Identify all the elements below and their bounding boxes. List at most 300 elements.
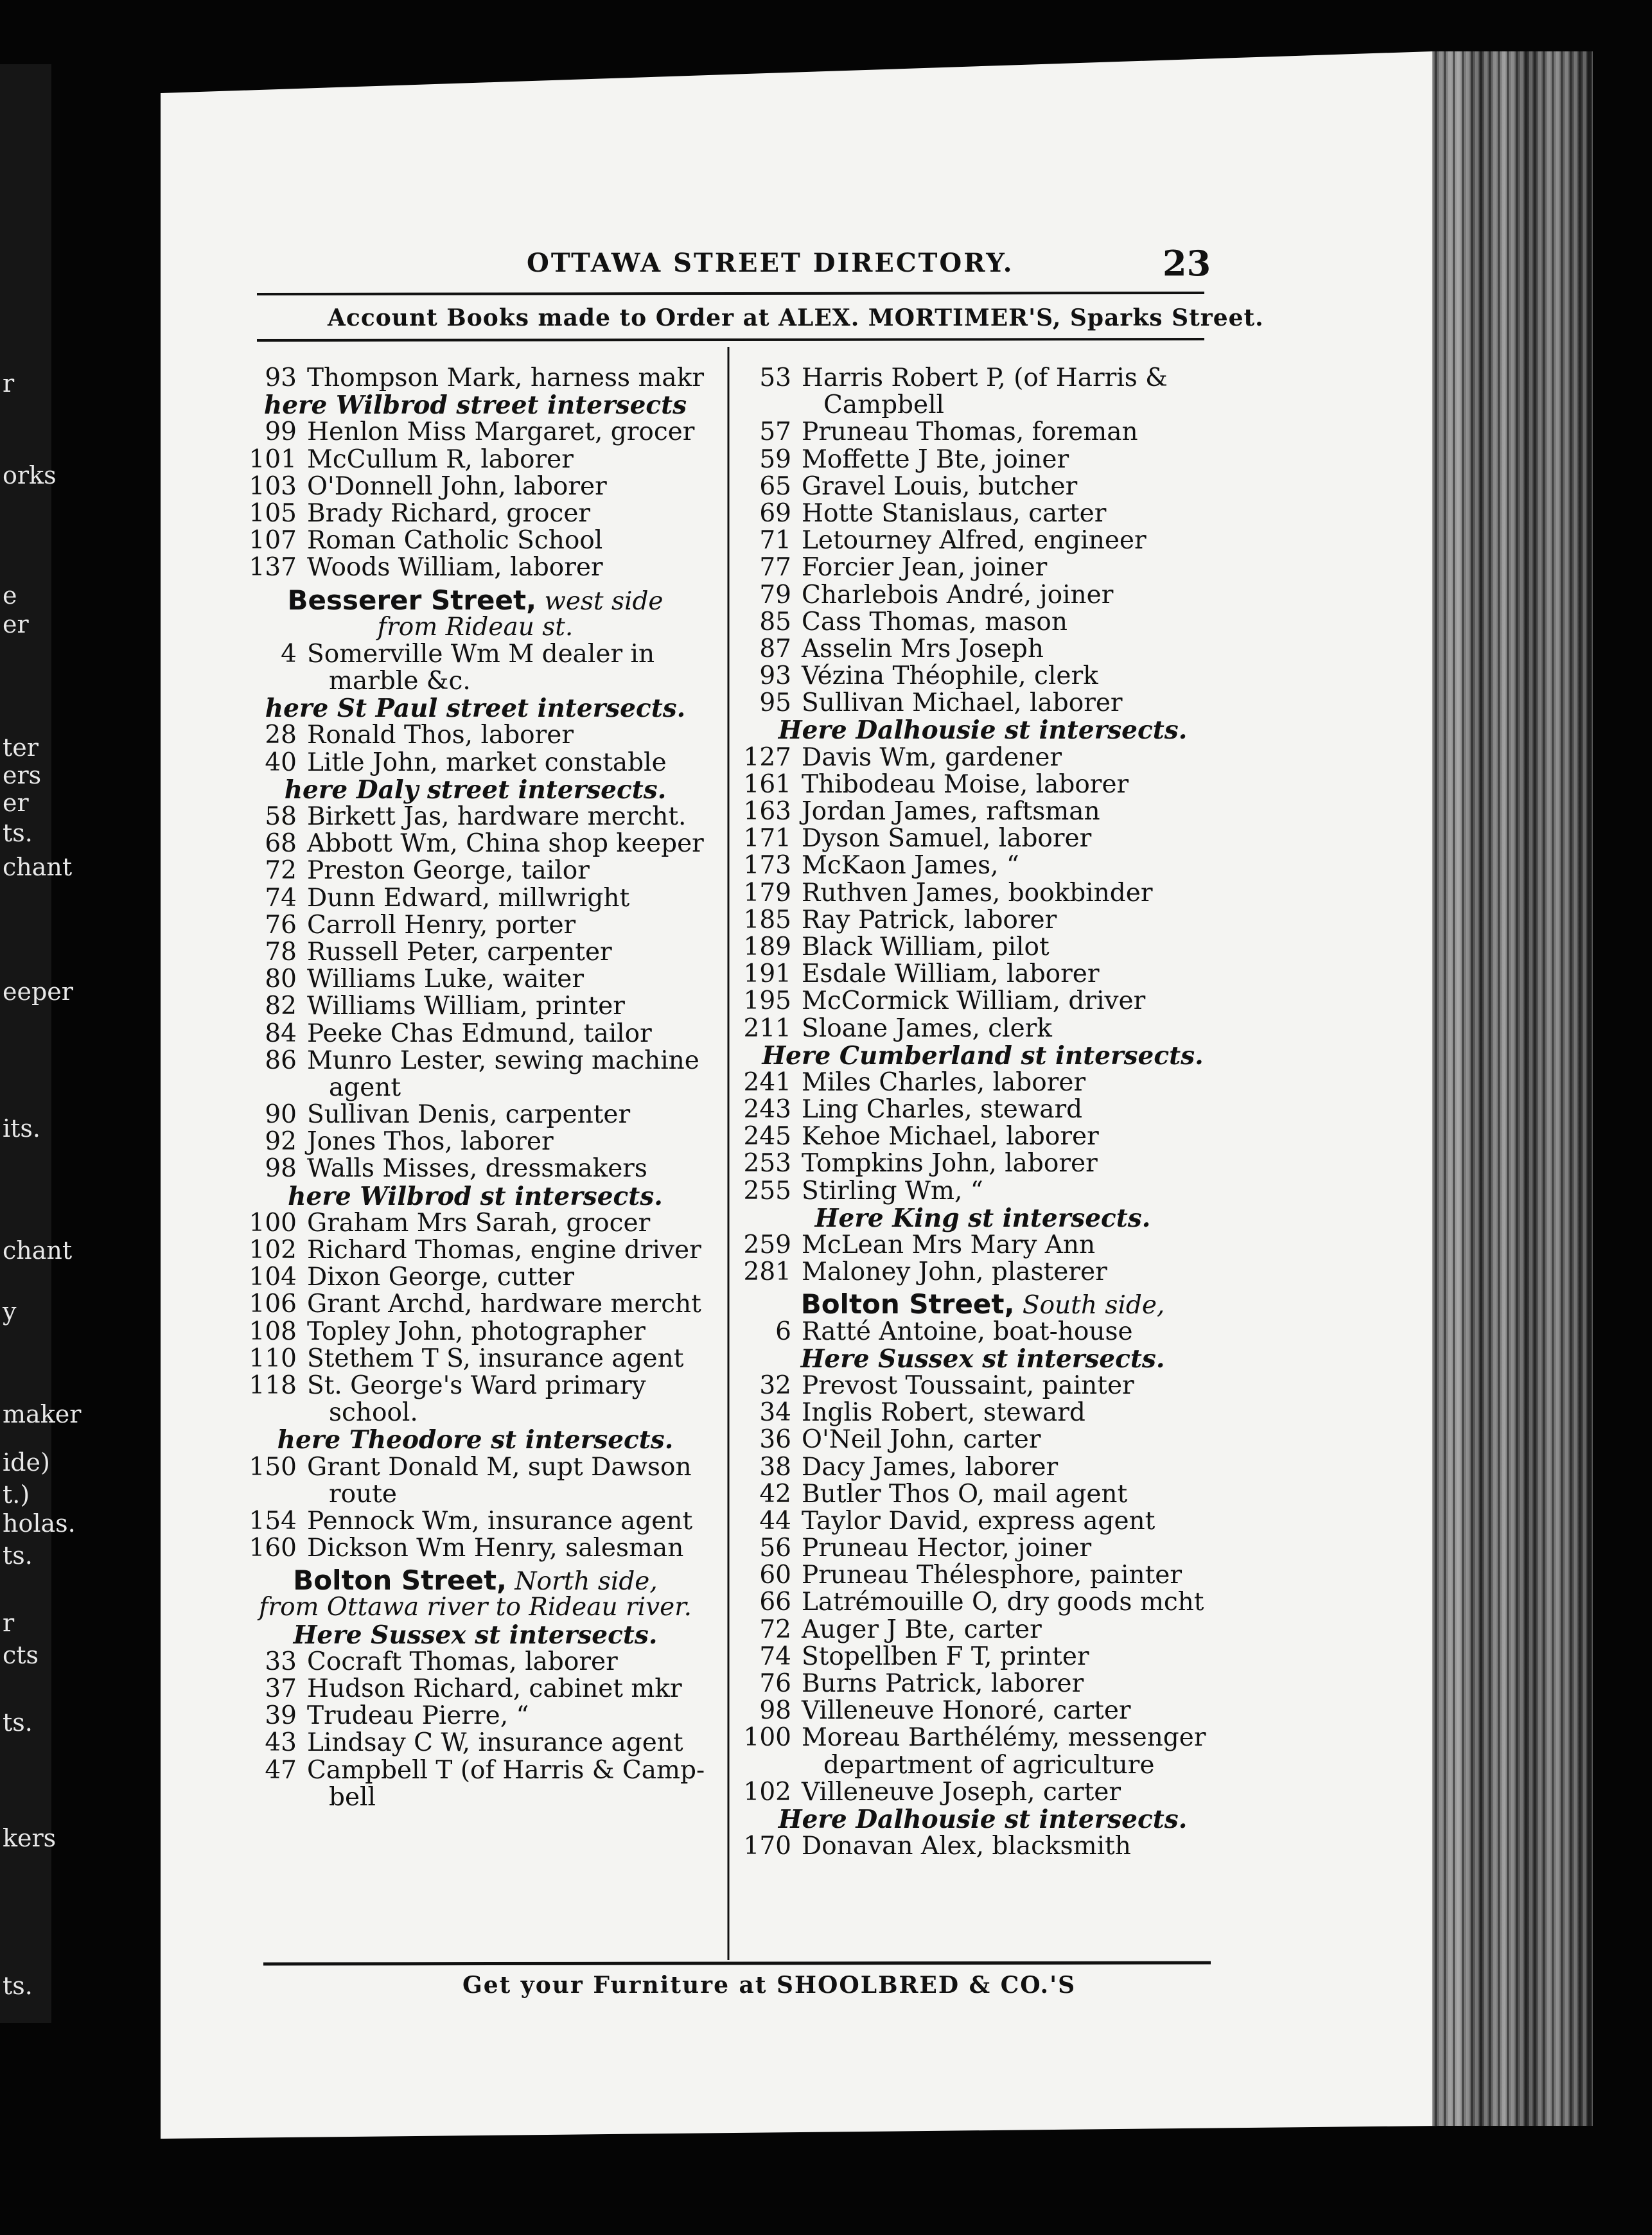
resident-text: Davis Wm, gardener (802, 742, 1062, 772)
directory-entry (244, 446, 707, 473)
top-ad-rule (257, 339, 1204, 340)
house-number: 110 (249, 1344, 297, 1373)
directory-entry (244, 1047, 707, 1074)
running-title: OTTAWA STREET DIRECTORY. (527, 248, 1014, 278)
directory-entry (739, 744, 1227, 771)
house-number: 100 (743, 1723, 791, 1753)
directory-entry (739, 365, 1227, 392)
directory-entry (739, 1399, 1227, 1426)
bottom-advertisement: Get your Furniture at SHOOLBRED & CO.'S (462, 1972, 1076, 1999)
house-number: 32 (759, 1371, 791, 1400)
left-column (244, 365, 707, 1811)
directory-entry (739, 988, 1227, 1015)
directory-entry (244, 1535, 707, 1562)
house-number: 105 (249, 498, 297, 528)
resident-text: Cocraft Thomas, laborer (307, 1647, 618, 1676)
margin-fragment: its. (3, 1114, 41, 1143)
house-number: 173 (743, 851, 791, 881)
directory-entry (739, 582, 1227, 609)
margin-fragment: chant (3, 853, 73, 881)
resident-text: Dixon George, cutter (307, 1263, 574, 1292)
intersection-note: Here Sussex st intersects. (800, 1344, 1165, 1374)
intersection-note: Here Dalhousie st intersects. (778, 1804, 1188, 1834)
margin-fragment: kers (3, 1824, 57, 1852)
house-number: 179 (743, 878, 791, 907)
resident-text: Charlebois André, joiner (802, 580, 1114, 609)
house-number: 38 (759, 1452, 791, 1482)
house-number: 6 (775, 1317, 791, 1346)
directory-entry (244, 527, 707, 554)
intersection-note: here Theodore st intersects. (277, 1425, 674, 1455)
resident-text: Inglis Robert, steward (802, 1398, 1085, 1428)
directory-entry (244, 1264, 707, 1291)
intersection-note: Here Cumberland st intersects. (762, 1040, 1204, 1071)
intersection-note: Here Sussex st intersects. (293, 1620, 658, 1650)
resident-text: Campbell T (of Harris & Camp- (307, 1755, 705, 1785)
directory-entry (244, 1703, 707, 1730)
street-name: Besserer Street, (287, 584, 537, 616)
resident-text: Moreau Barthélémy, messenger (802, 1723, 1206, 1753)
resident-text: Ling Charles, steward (802, 1095, 1083, 1125)
header-rule (257, 293, 1204, 294)
resident-text: Jones Thos, laborer (307, 1127, 554, 1157)
resident-text: St. George's Ward primary (307, 1371, 646, 1400)
directory-entry (739, 1535, 1227, 1562)
directory-entry (244, 1508, 707, 1535)
margin-fragment: e (3, 581, 17, 609)
resident-text: agent (329, 1073, 401, 1102)
directory-entry (739, 446, 1227, 473)
margin-fragment: ide) (3, 1448, 50, 1477)
house-number: 87 (759, 634, 791, 663)
directory-entry (739, 1617, 1227, 1643)
house-number: 211 (743, 1013, 791, 1043)
directory-entry (739, 1779, 1227, 1806)
resident-text: Campbell (823, 390, 945, 420)
house-number: 72 (265, 856, 297, 886)
resident-text: Ruthven James, bookbinder (802, 878, 1153, 907)
house-number: 93 (265, 364, 297, 392)
resident-text: Latrémouille O, dry goods mcht (802, 1588, 1204, 1617)
resident-text: Abbott Wm, China shop keeper (307, 829, 704, 859)
intersection-note: here Wilbrod street intersects (263, 390, 687, 421)
resident-text: Carroll Henry, porter (307, 910, 576, 940)
margin-fragment: ts. (3, 1708, 33, 1737)
house-number: 103 (249, 471, 297, 501)
house-number: 60 (759, 1561, 791, 1590)
street-name: Bolton Street, (800, 1288, 1015, 1320)
directory-entry (739, 1259, 1227, 1286)
resident-text: Burns Patrick, laborer (802, 1669, 1084, 1698)
directory-entry (244, 939, 707, 966)
footer-rule (263, 1963, 1211, 1964)
resident-text: Donavan Alex, blacksmith (802, 1832, 1131, 1861)
resident-text: Pennock Wm, insurance agent (307, 1506, 693, 1536)
directory-entry (739, 798, 1227, 825)
right-column (739, 365, 1227, 1860)
top-advertisement: Account Books made to Order at ALEX. MORTIMER'S, Sparks Street. (328, 304, 1264, 331)
resident-text: O'Donnell John, laborer (307, 471, 607, 501)
resident-text: Jordan James, raftsman (802, 797, 1100, 826)
resident-text: route (329, 1479, 397, 1509)
resident-text: Prevost Toussaint, painter (802, 1371, 1134, 1400)
house-number: 58 (265, 802, 297, 831)
house-number: 69 (759, 498, 791, 528)
resident-text: Walls Misses, dressmakers (307, 1154, 647, 1184)
entry-continuation (244, 1399, 707, 1426)
resident-text: Villeneuve Honoré, carter (802, 1696, 1131, 1726)
resident-text: Sullivan Michael, laborer (802, 688, 1123, 718)
directory-entry (244, 1757, 707, 1784)
street-extent: from Rideau st. (377, 612, 574, 642)
resident-text: McKaon James, “ (802, 851, 1019, 881)
house-number: 161 (743, 769, 791, 799)
intersection-note: here St Paul street intersects. (265, 694, 686, 724)
directory-entry (739, 419, 1227, 446)
resident-text: Hotte Stanislaus, carter (802, 498, 1107, 528)
resident-text: Ratté Antoine, boat-house (802, 1317, 1133, 1346)
directory-entry (739, 1096, 1227, 1123)
resident-text: Butler Thos O, mail agent (802, 1479, 1128, 1509)
directory-entry (739, 636, 1227, 663)
intersection-note: here Daly street intersects. (284, 775, 667, 805)
resident-text: Hudson Richard, cabinet mkr (307, 1674, 682, 1703)
house-number: 40 (265, 748, 297, 777)
house-number: 39 (265, 1701, 297, 1731)
house-number: 78 (265, 937, 297, 967)
house-number: 102 (743, 1777, 791, 1807)
resident-text: Sloane James, clerk (802, 1013, 1052, 1043)
directory-entry (244, 1319, 707, 1345)
house-number: 43 (265, 1728, 297, 1758)
house-number: 77 (759, 553, 791, 583)
resident-text: Ronald Thos, laborer (307, 721, 574, 750)
house-number: 92 (265, 1127, 297, 1157)
directory-entry (244, 1454, 707, 1481)
resident-text: Topley John, photographer (307, 1317, 646, 1346)
resident-text: bell (329, 1782, 376, 1812)
house-number: 86 (265, 1046, 297, 1075)
house-number: 104 (249, 1263, 297, 1292)
resident-text: Maloney John, plasterer (802, 1258, 1107, 1287)
resident-text: Dyson Samuel, laborer (802, 824, 1092, 854)
entry-continuation (244, 1481, 707, 1508)
resident-text: Kehoe Michael, laborer (802, 1122, 1099, 1152)
street-side: South side, (1022, 1291, 1165, 1320)
house-number: 47 (265, 1755, 297, 1785)
house-number: 118 (249, 1371, 297, 1400)
resident-text: Birkett Jas, hardware mercht. (307, 802, 687, 831)
directory-entry (739, 690, 1227, 717)
house-number: 171 (743, 824, 791, 854)
directory-entry (739, 1123, 1227, 1150)
house-number: 4 (281, 639, 297, 669)
house-number: 170 (743, 1832, 791, 1861)
house-number: 56 (759, 1534, 791, 1563)
directory-entry (739, 1454, 1227, 1481)
resident-text: Villeneuve Joseph, carter (802, 1777, 1121, 1807)
house-number: 259 (743, 1231, 791, 1259)
directory-entry (244, 1021, 707, 1047)
house-number: 160 (249, 1534, 297, 1563)
entry-continuation (244, 1784, 707, 1811)
resident-text: Graham Mrs Sarah, grocer (307, 1208, 651, 1238)
house-number: 76 (759, 1669, 791, 1698)
house-number: 243 (743, 1095, 791, 1125)
resident-text: McCullum R, laborer (307, 444, 574, 474)
resident-text: Esdale William, laborer (802, 960, 1100, 989)
resident-text: Dunn Edward, millwright (307, 883, 630, 913)
margin-fragment: ts. (3, 1541, 33, 1570)
directory-entry (739, 1319, 1227, 1345)
house-number: 74 (265, 883, 297, 913)
directory-entry (739, 500, 1227, 527)
house-number: 253 (743, 1149, 791, 1179)
resident-text: Letourney Alfred, engineer (802, 526, 1147, 556)
resident-text: department of agriculture (823, 1750, 1155, 1780)
house-number: 101 (249, 444, 297, 474)
directory-entry (739, 1697, 1227, 1724)
resident-text: Sullivan Denis, carpenter (307, 1100, 631, 1130)
house-number: 28 (265, 721, 297, 750)
resident-text: Pruneau Hector, joiner (802, 1534, 1092, 1563)
house-number: 71 (759, 526, 791, 556)
house-number: 191 (743, 960, 791, 989)
house-number: 44 (759, 1506, 791, 1536)
resident-text: Munro Lester, sewing machine (307, 1046, 699, 1075)
resident-text: Brady Richard, grocer (307, 498, 591, 528)
directory-entry (244, 857, 707, 884)
resident-text: Ray Patrick, laborer (802, 905, 1057, 934)
house-number: 108 (249, 1317, 297, 1346)
house-number: 100 (249, 1208, 297, 1238)
directory-entry (739, 554, 1227, 581)
margin-fragment: r (3, 1609, 15, 1637)
resident-text: Forcier Jean, joiner (802, 553, 1048, 583)
resident-text: Taylor David, express agent (802, 1506, 1156, 1536)
margin-fragment: er (3, 610, 29, 638)
directory-entry (244, 1676, 707, 1703)
resident-text: Pruneau Thomas, foreman (802, 417, 1138, 447)
house-number: 127 (743, 742, 791, 772)
intersection-note: Here King st intersects. (814, 1203, 1151, 1233)
directory-entry (244, 1128, 707, 1155)
resident-text: Grant Donald M, supt Dawson (307, 1452, 692, 1482)
directory-entry (739, 1372, 1227, 1399)
directory-entry (739, 825, 1227, 852)
directory-entry (739, 1643, 1227, 1670)
house-number: 66 (759, 1588, 791, 1617)
resident-text: Roman Catholic School (307, 526, 603, 556)
directory-entry (739, 473, 1227, 500)
resident-text: Preston George, tailor (307, 856, 590, 886)
directory-entry (244, 749, 707, 776)
house-number: 95 (759, 688, 791, 718)
house-number: 80 (265, 965, 297, 994)
directory-entry (739, 1670, 1227, 1697)
margin-fragment: ts. (3, 1972, 33, 2000)
house-number: 93 (759, 662, 791, 691)
resident-text: Harris Robert P, (of Harris & (802, 364, 1168, 392)
directory-entry (244, 365, 707, 392)
house-number: 163 (743, 797, 791, 826)
directory-entry (244, 722, 707, 749)
resident-text: Woods William, laborer (307, 553, 603, 583)
house-number: 150 (249, 1452, 297, 1482)
resident-text: Dickson Wm Henry, salesman (307, 1534, 684, 1563)
directory-entry (739, 527, 1227, 554)
directory-entry (739, 771, 1227, 798)
resident-text: McLean Mrs Mary Ann (802, 1231, 1096, 1259)
resident-text: Stopellben F T, printer (802, 1642, 1089, 1671)
directory-entry (739, 1481, 1227, 1508)
directory-entry (244, 1101, 707, 1128)
directory-entry (244, 1649, 707, 1676)
directory-entry (244, 473, 707, 500)
resident-text: Tompkins John, laborer (802, 1149, 1098, 1179)
entry-continuation (244, 1074, 707, 1101)
house-number: 36 (759, 1425, 791, 1455)
margin-fragment: y (3, 1297, 17, 1326)
resident-text: Russell Peter, carpenter (307, 937, 612, 967)
directory-entry (739, 961, 1227, 988)
resident-text: Miles Charles, laborer (802, 1067, 1086, 1097)
house-number: 42 (759, 1479, 791, 1509)
house-number: 99 (265, 417, 297, 447)
house-number: 68 (265, 829, 297, 859)
resident-text: Stethem T S, insurance agent (307, 1344, 684, 1373)
house-number: 154 (249, 1506, 297, 1536)
directory-entry (739, 1232, 1227, 1259)
directory-entry (739, 1015, 1227, 1042)
house-number: 189 (743, 932, 791, 961)
house-number: 195 (743, 986, 791, 1016)
directory-entry (739, 880, 1227, 907)
house-number: 37 (265, 1674, 297, 1703)
house-number: 98 (265, 1154, 297, 1184)
resident-text: Stirling Wm, “ (802, 1176, 983, 1205)
intersection-note: Here Dalhousie st intersects. (778, 715, 1188, 746)
directory-entry (739, 852, 1227, 879)
directory-entry (244, 830, 707, 857)
house-number: 79 (759, 580, 791, 609)
entry-continuation (739, 392, 1227, 419)
street-heading (739, 1288, 1227, 1320)
directory-entry (739, 1508, 1227, 1535)
directory-entry (244, 1730, 707, 1757)
margin-fragment: cts (3, 1641, 39, 1669)
page-number: 23 (1163, 243, 1211, 284)
margin-fragment: ts. (3, 819, 33, 847)
resident-text: Gravel Louis, butcher (802, 471, 1078, 501)
directory-entry (244, 966, 707, 993)
resident-text: Somerville Wm M dealer in (307, 639, 655, 669)
directory-entry (739, 934, 1227, 961)
resident-text: Thompson Mark, harness makr (307, 364, 704, 392)
resident-text: Lindsay C W, insurance agent (307, 1728, 683, 1758)
house-number: 84 (265, 1019, 297, 1048)
street-heading (244, 1564, 707, 1597)
house-number: 72 (759, 1615, 791, 1644)
directory-entry (739, 1150, 1227, 1177)
resident-text: school. (329, 1398, 418, 1428)
directory-entry (244, 1155, 707, 1182)
directory-entry (244, 500, 707, 527)
house-number: 57 (759, 417, 791, 447)
margin-fragment: chant (3, 1236, 73, 1265)
resident-text: Grant Archd, hardware mercht (307, 1290, 701, 1319)
house-number: 245 (743, 1122, 791, 1152)
directory-entry (739, 1069, 1227, 1096)
margin-fragment: eeper (3, 977, 73, 1006)
directory-entry (739, 1562, 1227, 1589)
resident-text: Cass Thomas, mason (802, 607, 1068, 636)
resident-text: O'Neil John, carter (802, 1425, 1041, 1455)
directory-entry (739, 1833, 1227, 1860)
street-extent: from Ottawa river to Rideau river. (259, 1593, 692, 1622)
directory-entry (244, 912, 707, 939)
margin-fragment: r (3, 369, 15, 398)
house-number: 241 (743, 1067, 791, 1097)
margin-fragment: ter (3, 733, 39, 762)
resident-text: Auger J Bte, carter (802, 1615, 1042, 1644)
resident-text: Black William, pilot (802, 932, 1050, 961)
resident-text: Litle John, market constable (307, 748, 667, 777)
house-number: 137 (249, 553, 297, 583)
directory-entry (739, 1178, 1227, 1205)
directory-entry (739, 907, 1227, 934)
directory-entry (739, 609, 1227, 636)
resident-text: Henlon Miss Margaret, grocer (307, 417, 695, 447)
house-number: 102 (249, 1236, 297, 1265)
resident-text: Richard Thomas, engine driver (307, 1236, 701, 1265)
resident-text: Peeke Chas Edmund, tailor (307, 1019, 652, 1048)
directory-entry (244, 1237, 707, 1264)
resident-text: Thibodeau Moise, laborer (802, 769, 1129, 799)
directory-entry (244, 1291, 707, 1318)
house-number: 98 (759, 1696, 791, 1726)
resident-text: Williams William, printer (307, 992, 625, 1021)
house-number: 34 (759, 1398, 791, 1428)
directory-entry (739, 1589, 1227, 1616)
directory-entry (739, 1724, 1227, 1751)
directory-entry (739, 1426, 1227, 1453)
directory-entry (244, 419, 707, 446)
entry-continuation (739, 1752, 1227, 1779)
house-number: 107 (249, 526, 297, 556)
directory-entry (244, 803, 707, 830)
resident-text: Pruneau Thélesphore, painter (802, 1561, 1182, 1590)
resident-text: marble &c. (329, 667, 471, 696)
street-side: west side (544, 586, 663, 616)
resident-text: McCormick William, driver (802, 986, 1146, 1016)
house-number: 59 (759, 444, 791, 474)
directory-entry (244, 1210, 707, 1237)
house-number: 90 (265, 1100, 297, 1130)
directory-entry (244, 1372, 707, 1399)
directory-entry (739, 663, 1227, 690)
book-edge-stripes (1432, 51, 1593, 2126)
margin-fragment: ers (3, 761, 42, 789)
resident-text: Trudeau Pierre, “ (307, 1701, 529, 1731)
house-number: 82 (265, 992, 297, 1021)
street-side: North side, (514, 1567, 658, 1597)
house-number: 65 (759, 471, 791, 501)
house-number: 74 (759, 1642, 791, 1671)
house-number: 185 (743, 905, 791, 934)
street-name: Bolton Street, (293, 1564, 507, 1597)
margin-fragment: orks (3, 461, 57, 489)
